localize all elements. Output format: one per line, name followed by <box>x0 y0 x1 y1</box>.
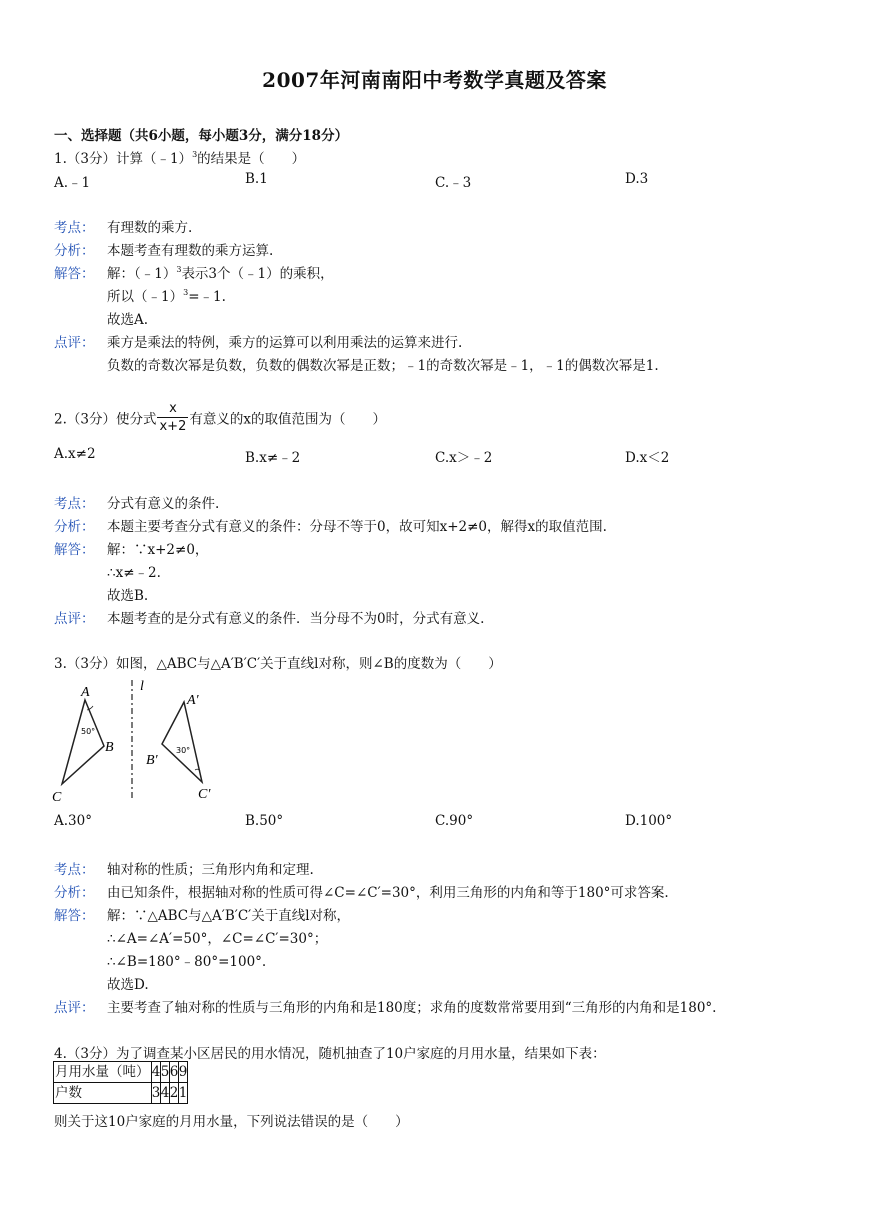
q2-fenxi-text: 本题主要考查分式有意义的条件：分母不等于0，故可知x+2≠0，解得x的取值范围. <box>107 519 607 535</box>
q2-jieda-line1: 解：∵x+2≠0， <box>107 542 209 558</box>
q1-jieda-line3: 故选A. <box>107 312 149 328</box>
q3-jieda-line2: ∴∠A=∠A′=50°，∠C=∠C′=30°； <box>107 931 328 947</box>
q2-jieda-line2: ∴x≠﹣2. <box>107 565 161 581</box>
page-title: 2007年河南南阳中考数学真题及答案 <box>262 68 607 92</box>
q1-stem-exponent: 3 <box>192 150 198 159</box>
triangle-abc <box>62 700 104 784</box>
table-row <box>54 1062 188 1083</box>
q1-jieda-line1 <box>107 262 334 282</box>
vertex-label-a: A <box>81 685 90 700</box>
q2-fraction-denominator: x+2 <box>159 419 187 434</box>
q2-jieda-label: 解答： <box>54 542 95 558</box>
q2-option-d: D.x＜2 <box>625 450 670 466</box>
q1-jieda-label: 解答： <box>54 266 95 282</box>
q2-jieda-line3: 故选B. <box>107 588 149 604</box>
q2-fenxi-label: 分析： <box>54 519 95 535</box>
section-heading: 一、选择题（共6小题，每小题3分，满分18分） <box>54 128 349 144</box>
q1-jieda1-pre: 解：（﹣1） <box>107 266 177 282</box>
table-cell: 3 <box>151 1083 160 1104</box>
q1-stem-post: 的结果是（ ） <box>197 151 306 167</box>
q3-fenxi-label: 分析： <box>54 885 95 901</box>
table-cell: 9 <box>178 1062 187 1083</box>
q3-stem: 3.（3分）如图，△ABC与△A′B′C′关于直线l对称，则∠B的度数为（ ） <box>54 656 502 672</box>
table-cell: 4 <box>160 1083 169 1104</box>
q2-kaodian-label: 考点： <box>54 496 95 512</box>
q1-jieda2-pre: 所以（﹣1） <box>107 289 184 305</box>
q4-stem: 4.（3分）为了调查某小区居民的用水情况，随机抽查了10户家庭的月用水量，结果如下表： <box>54 1046 606 1062</box>
q2-fraction <box>157 400 188 435</box>
table-row-header: 户数 <box>54 1083 152 1104</box>
angle-c-prime-value: 30° <box>176 746 191 755</box>
q3-dianping-label: 点评： <box>54 1000 95 1016</box>
q1-option-c: C.﹣3 <box>435 175 472 191</box>
angle-a-value: 50° <box>81 727 96 736</box>
q1-jieda1-exponent: 3 <box>176 265 182 274</box>
q2-stem <box>54 400 386 435</box>
q3-kaodian-text: 轴对称的性质；三角形内角和定理. <box>107 862 314 878</box>
table-cell: 4 <box>151 1062 160 1083</box>
q3-jieda-line3: ∴∠B=180°﹣80°=100°. <box>107 954 267 970</box>
q2-stem-post: 有意义的x的取值范围为（ ） <box>189 411 386 428</box>
q2-option-a: A.x≠2 <box>54 446 96 462</box>
q3-option-a: A.30° <box>54 813 92 829</box>
vertex-label-c-prime: C′ <box>198 787 211 802</box>
q2-kaodian-text: 分式有意义的条件. <box>107 496 220 512</box>
table-cell: 6 <box>169 1062 178 1083</box>
q3-option-b: B.50° <box>245 813 284 829</box>
q1-kaodian-label: 考点： <box>54 220 95 236</box>
q3-kaodian-label: 考点： <box>54 862 95 878</box>
q1-jieda1-post: 表示3个（﹣1）的乘积， <box>181 266 334 282</box>
q2-stem-pre: 2.（3分）使分式 <box>54 411 157 428</box>
q1-jieda-line2 <box>107 285 226 305</box>
table-cell: 2 <box>169 1083 178 1104</box>
q4-followup: 则关于这10户家庭的月用水量，下列说法错误的是（ ） <box>54 1114 409 1130</box>
axis-label-l: l <box>140 679 144 694</box>
table-row-header: 月用水量（吨） <box>54 1062 152 1083</box>
q1-stem <box>54 147 305 167</box>
table-cell: 1 <box>178 1083 187 1104</box>
q2-dianping-label: 点评： <box>54 611 95 627</box>
q4-water-usage-table <box>53 1061 188 1104</box>
q1-jieda2-post: =﹣1. <box>188 289 226 305</box>
q2-option-b: B.x≠﹣2 <box>245 450 301 466</box>
q2-option-c: C.x＞﹣2 <box>435 450 493 466</box>
q2-fraction-numerator: x <box>157 400 188 418</box>
q1-jieda2-exponent: 3 <box>183 288 189 297</box>
vertex-label-b-prime: B′ <box>146 753 158 768</box>
triangle-a-prime-b-prime-c-prime <box>162 702 202 782</box>
q1-dianping-line2: 负数的奇数次幂是负数，负数的偶数次幂是正数；﹣1的奇数次幂是﹣1，﹣1的偶数次幂是1. <box>107 358 659 374</box>
q3-option-c: C.90° <box>435 813 474 829</box>
table-row <box>54 1083 188 1104</box>
q3-dianping-text: 主要考查了轴对称的性质与三角形的内角和是180度；求角的度数常常要用到“三角形的内角和是180°. <box>107 1000 717 1016</box>
q1-fenxi-text: 本题考查有理数的乘方运算. <box>107 243 274 259</box>
q2-dianping-text: 本题考查的是分式有意义的条件．当分母不为0时，分式有意义. <box>107 611 485 627</box>
q3-jieda-line4: 故选D. <box>107 977 149 993</box>
q1-option-b: B.1 <box>245 171 268 187</box>
q3-figure <box>48 676 228 808</box>
q1-dianping-label: 点评： <box>54 335 95 351</box>
table-cell: 5 <box>160 1062 169 1083</box>
vertex-label-c: C <box>52 790 62 805</box>
q1-stem-pre: 1.（3分）计算（﹣1） <box>54 151 193 167</box>
vertex-label-a-prime: A′ <box>187 693 199 708</box>
q1-option-d: D.3 <box>625 171 649 187</box>
q3-option-d: D.100° <box>625 813 673 829</box>
q3-jieda-label: 解答： <box>54 908 95 924</box>
q1-kaodian-text: 有理数的乘方. <box>107 220 193 236</box>
q3-fenxi-text: 由已知条件，根据轴对称的性质可得∠C=∠C′=30°，利用三角形的内角和等于180°可求答案. <box>107 885 669 901</box>
vertex-label-b: B <box>105 740 114 755</box>
q1-dianping-line1: 乘方是乘法的特例，乘方的运算可以利用乘法的运算来进行. <box>107 335 463 351</box>
q3-jieda-line1: 解：∵△ABC与△A′B′C′关于直线l对称， <box>107 908 351 924</box>
q1-fenxi-label: 分析： <box>54 243 95 259</box>
q1-option-a: A.﹣1 <box>54 175 91 191</box>
